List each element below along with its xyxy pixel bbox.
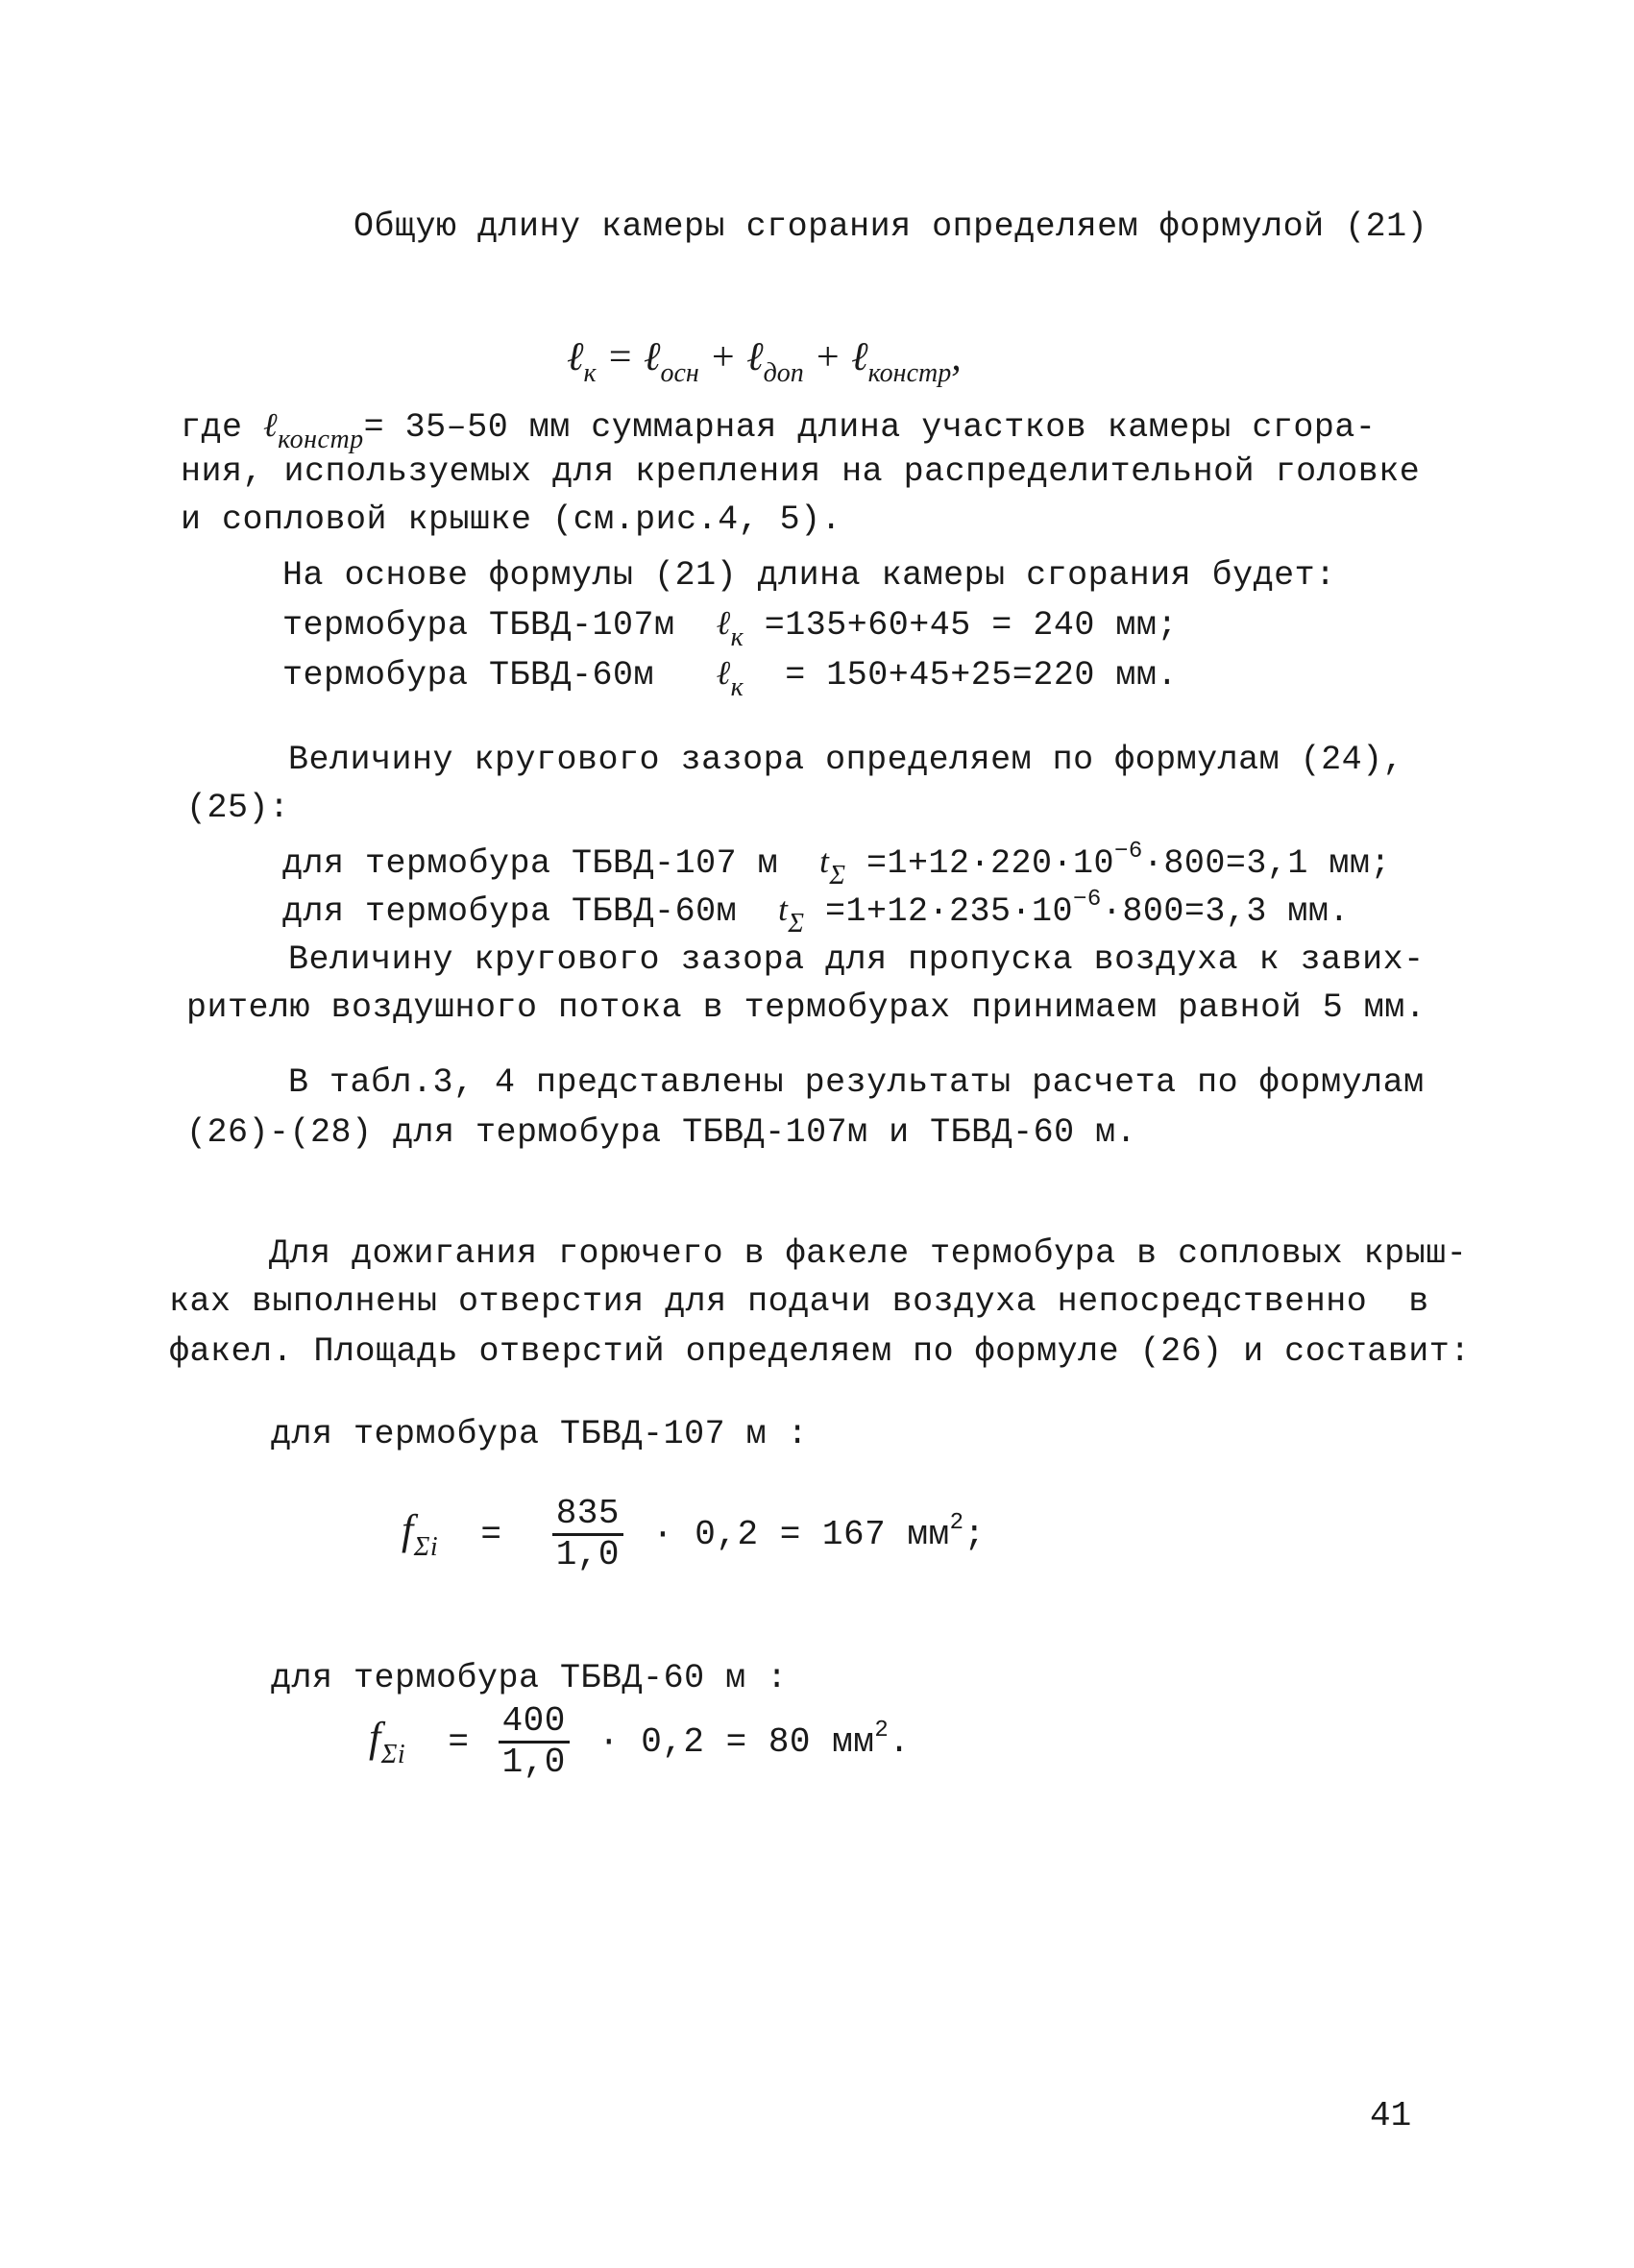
text-line: Для дожигания горючего в факеле термобура в сопловых крыш- <box>269 1234 1468 1273</box>
text-line: для термобура ТБВД-107 м : <box>271 1415 809 1453</box>
text-line: где ℓ$_{констр}$= 35–50 мм суммарная длина участков камеры сгора- <box>181 406 1377 454</box>
text-line: ках выполнены отверстия для подачи воздуха непосредственно в <box>169 1282 1429 1321</box>
text-line: ния, используемых для крепления на распределительной головке <box>181 452 1421 491</box>
text-line: Величину кругового зазора для пропуска воздуха к завих- <box>288 940 1425 979</box>
text-line: для термобура ТБВД-107 м $t_\Sigma =1+12\cdot 220\cdot 10^{-6}\cdot 800=3,1$ мм; <box>282 839 1391 890</box>
text-line: На основе формулы (21) длина камеры сгорания будет: <box>282 556 1336 595</box>
text-line: для термобура ТБВД-60м $t_\Sigma =1+12\cdot 235\cdot 10^{-6}\cdot 800=3,3$ мм. <box>282 887 1350 939</box>
text-line: термобура ТБВД-107м ℓ$_к$ =135+60+45 = 240 мм; <box>282 604 1178 652</box>
text-line: Общую длину камеры сгорания определяем формулой (21) <box>354 207 1428 246</box>
text-line: В табл.3, 4 представлены результаты расчета по формулам <box>288 1063 1425 1102</box>
text-line: и сопловой крышке (см.рис.4, 5). <box>181 500 842 539</box>
text-line: Величину кругового зазора определяем по формулам (24), <box>288 741 1404 779</box>
text-line: (26)-(28) для термобура ТБВД-107м и ТБВД-60 м. <box>186 1113 1137 1152</box>
text-line: рителю воздушного потока в термобурах принимаем равной 5 мм. <box>186 988 1427 1027</box>
page-number: 41 <box>1370 2096 1412 2135</box>
text-line: факел. Площадь отверстий определяем по формуле (26) и составит: <box>169 1332 1471 1371</box>
text-line: для термобура ТБВД-60 м : <box>271 1659 788 1697</box>
formula-total-length: ℓ$_к$ = ℓ$_{осн}$ + ℓ$_{доп}$ + ℓ$_{констр}$, <box>567 335 962 388</box>
text-line: термобура ТБВД-60м ℓ$_к$ = 150+45+25=220 мм. <box>282 654 1178 702</box>
formula-area-107: $f_{\Sigma i}$ = $\frac{835}{1,0}$ · 0,2 = 167 $мм^2$; <box>402 1494 986 1574</box>
text-line: (25): <box>186 789 290 827</box>
formula-area-60: $f_{\Sigma i}$ = $\frac{400}{1,0}$ · 0,2 = 80 $мм^2$. <box>369 1701 911 1782</box>
